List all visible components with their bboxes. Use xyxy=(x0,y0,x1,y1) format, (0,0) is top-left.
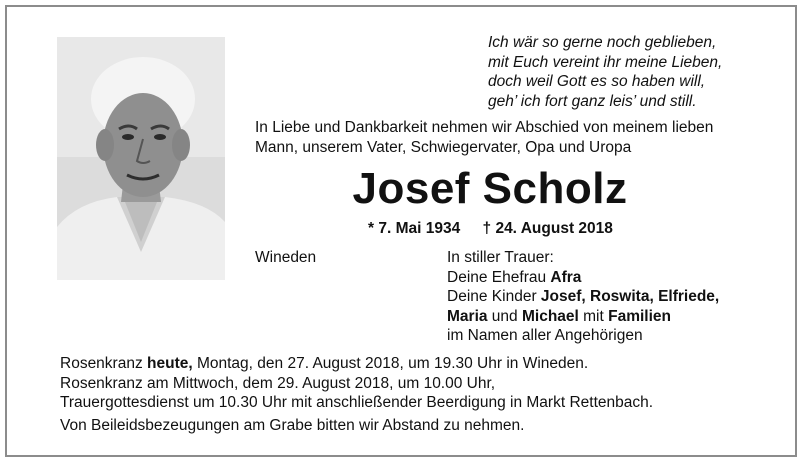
spouse-name: Afra xyxy=(550,268,582,286)
life-dates xyxy=(368,219,631,238)
rosary-today xyxy=(60,354,780,374)
poem-line: Ich wär so gerne noch geblieben, xyxy=(488,34,717,51)
place: Wineden xyxy=(255,249,317,266)
child-name-michael: Michael xyxy=(521,307,579,325)
intro-line: Mann, unserem Vater, Schwiegervater, Opa und Uropa xyxy=(255,138,632,156)
families: Familien xyxy=(608,307,672,325)
rosary-wednesday: Rosenkranz am Mittwoch, dem 29. August 2018, um 10.00 Uhr, xyxy=(60,374,496,392)
poem-line: doch weil Gott es so haben will, xyxy=(488,73,706,90)
mourners-list xyxy=(447,248,719,346)
portrait-photo xyxy=(57,37,225,280)
condolences-note: Von Beileidsbezeugungen am Grabe bitten wir Abstand zu nehmen. xyxy=(60,416,525,434)
today-word: heute, xyxy=(147,355,193,372)
poem xyxy=(488,33,788,111)
death-date: † 24. August 2018 xyxy=(482,220,613,237)
rosary-today-details: Montag, den 27. August 2018, um 19.30 Uhr in Wineden. xyxy=(192,355,589,372)
poem-line: geh’ ich fort ganz leis’ und still. xyxy=(488,92,697,110)
with-word: mit xyxy=(578,307,609,325)
portrait-illustration xyxy=(57,37,225,280)
spouse-label: Deine Ehefrau xyxy=(447,268,551,286)
children-names: Josef, Roswita, Elfriede, xyxy=(540,288,720,305)
rosary-label: Rosenkranz xyxy=(60,355,148,372)
mourner-children-cont xyxy=(447,307,719,327)
mourners-closing: im Namen aller Angehörigen xyxy=(447,327,643,344)
deceased-name: Josef Scholz xyxy=(352,164,628,213)
poem-line: mit Euch vereint ihr meine Lieben, xyxy=(488,53,723,71)
birth-date: * 7. Mai 1934 xyxy=(368,220,461,237)
children-label: Deine Kinder xyxy=(447,288,541,305)
funeral-service: Trauergottesdienst um 10.30 Uhr mit anschließender Beerdigung in Markt Rettenbach. xyxy=(60,394,654,411)
and-word: und xyxy=(487,307,522,325)
child-name-maria: Maria xyxy=(447,307,488,325)
mourners-heading: In stiller Trauer: xyxy=(447,249,554,266)
mourner-spouse xyxy=(447,268,719,288)
service-info xyxy=(60,354,780,435)
mourner-children xyxy=(447,287,719,307)
intro-text xyxy=(255,118,785,157)
intro-line: In Liebe und Dankbarkeit nehmen wir Abschied von meinem lieben xyxy=(255,119,714,136)
